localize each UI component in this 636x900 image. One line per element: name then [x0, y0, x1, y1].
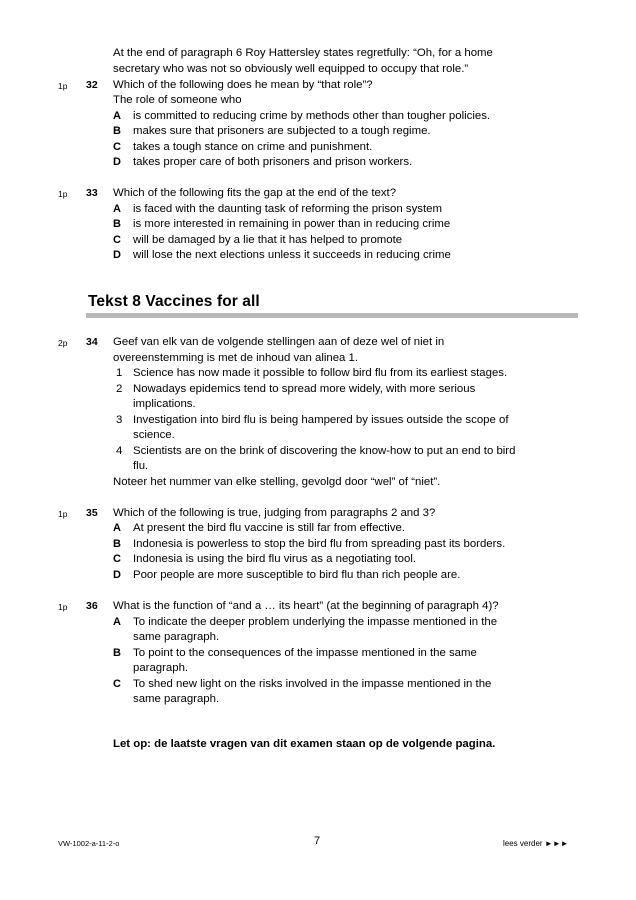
option-text: To point to the consequences of the impasse mentioned in the same — [133, 647, 477, 659]
option-letter: A — [113, 203, 121, 215]
option-text: will be damaged by a lie that it has helped to promote — [133, 234, 403, 246]
statement-number: 2 — [116, 383, 123, 395]
points-label: 1p — [58, 189, 68, 199]
option-text: same paragraph. — [133, 693, 220, 705]
next-page-note: Let op: de laatste vragen van dit examen staan op de volgende pagina. — [113, 738, 496, 750]
points-label: 1p — [58, 509, 68, 519]
page-number: 7 — [314, 835, 321, 847]
option-text: paragraph. — [133, 662, 189, 674]
option-letter: D — [113, 569, 121, 581]
statement-number: 1 — [116, 367, 123, 379]
option-letter: C — [113, 141, 121, 153]
option-text: To indicate the deeper problem underlying the impasse mentioned in the — [133, 616, 498, 628]
statement-text: science. — [133, 429, 175, 441]
question-stem: What is the function of “and a … its heart” (at the beginning of paragraph 4)? — [113, 600, 499, 612]
option-text: Indonesia is powerless to stop the bird flu from spreading past its borders. — [133, 538, 506, 550]
option-letter: C — [113, 234, 121, 246]
question-stem: Which of the following fits the gap at the end of the text? — [113, 187, 397, 199]
statement-number: 4 — [116, 445, 123, 457]
section-heading: Tekst 8 Vaccines for all — [88, 293, 260, 310]
statement-text: Scientists are on the brink of discovering the know-how to put an end to bird — [133, 445, 516, 457]
option-text: takes proper care of both prisoners and prison workers. — [133, 156, 413, 168]
option-letter: A — [113, 110, 121, 122]
option-letter: B — [113, 647, 121, 659]
question-number: 32 — [86, 79, 98, 91]
option-letter: D — [113, 156, 121, 168]
option-text: At present the bird flu vaccine is still far from effective. — [133, 522, 406, 534]
statement-text: Nowadays epidemics tend to spread more widely, with more serious — [133, 383, 476, 395]
question-number: 36 — [86, 600, 98, 612]
option-text: takes a tough stance on crime and punishment. — [133, 141, 373, 153]
option-letter: D — [113, 249, 121, 261]
option-text: same paragraph. — [133, 631, 220, 643]
option-letter: B — [113, 538, 121, 550]
option-letter: A — [113, 522, 121, 534]
intro-line-2: secretary who was not so obviously well equipped to occupy that role.” — [113, 63, 469, 75]
option-letter: C — [113, 678, 121, 690]
points-label: 1p — [58, 81, 68, 91]
option-letter: C — [113, 553, 121, 565]
option-text: Indonesia is using the bird flu virus as a negotiating tool. — [133, 553, 417, 565]
question-stem: Which of the following is true, judging from paragraphs 2 and 3? — [113, 507, 436, 519]
statement-number: 3 — [116, 414, 123, 426]
statement-text: implications. — [133, 398, 196, 410]
question-stem-line: Geef van elk van de volgende stellingen aan of deze wel of niet in — [113, 336, 445, 348]
option-text: is committed to reducing crime by methods other than tougher policies. — [133, 110, 491, 122]
question-stem-line: overeenstemming is met de inhoud van alinea 1. — [113, 352, 359, 364]
option-letter: B — [113, 125, 121, 137]
question-number: 33 — [86, 187, 98, 199]
option-text: Poor people are more susceptible to bird flu than rich people are. — [133, 569, 461, 581]
section-divider — [86, 313, 578, 318]
question-number: 34 — [86, 336, 98, 348]
question-instruction: Noteer het nummer van elke stelling, gevolgd door “wel” of “niet”. — [113, 476, 441, 488]
statement-text: Science has now made it possible to follow bird flu from its earliest stages. — [133, 367, 508, 379]
exam-code: VW-1002-a-11-2-o — [58, 839, 120, 848]
option-text: will lose the next elections unless it succeeds in reducing crime — [133, 249, 451, 261]
option-text: is faced with the daunting task of reforming the prison system — [133, 203, 442, 215]
option-text: To shed new light on the risks involved in the impasse mentioned in the — [133, 678, 492, 690]
statement-text: flu. — [133, 460, 149, 472]
question-lead: The role of someone who — [113, 94, 242, 106]
intro-line-1: At the end of paragraph 6 Roy Hattersley states regretfully: “Oh, for a home — [113, 47, 493, 59]
option-text: is more interested in remaining in power than in reducing crime — [133, 218, 451, 230]
points-label: 2p — [58, 338, 68, 348]
statement-text: Investigation into bird flu is being hampered by issues outside the scope of — [133, 414, 509, 426]
option-text: makes sure that prisoners are subjected to a tough regime. — [133, 125, 431, 137]
question-number: 35 — [86, 507, 98, 519]
points-label: 1p — [58, 602, 68, 612]
option-letter: A — [113, 616, 121, 628]
question-stem: Which of the following does he mean by “that role”? — [113, 79, 373, 91]
option-letter: B — [113, 218, 121, 230]
continue-label: lees verder ►►► — [503, 839, 569, 848]
